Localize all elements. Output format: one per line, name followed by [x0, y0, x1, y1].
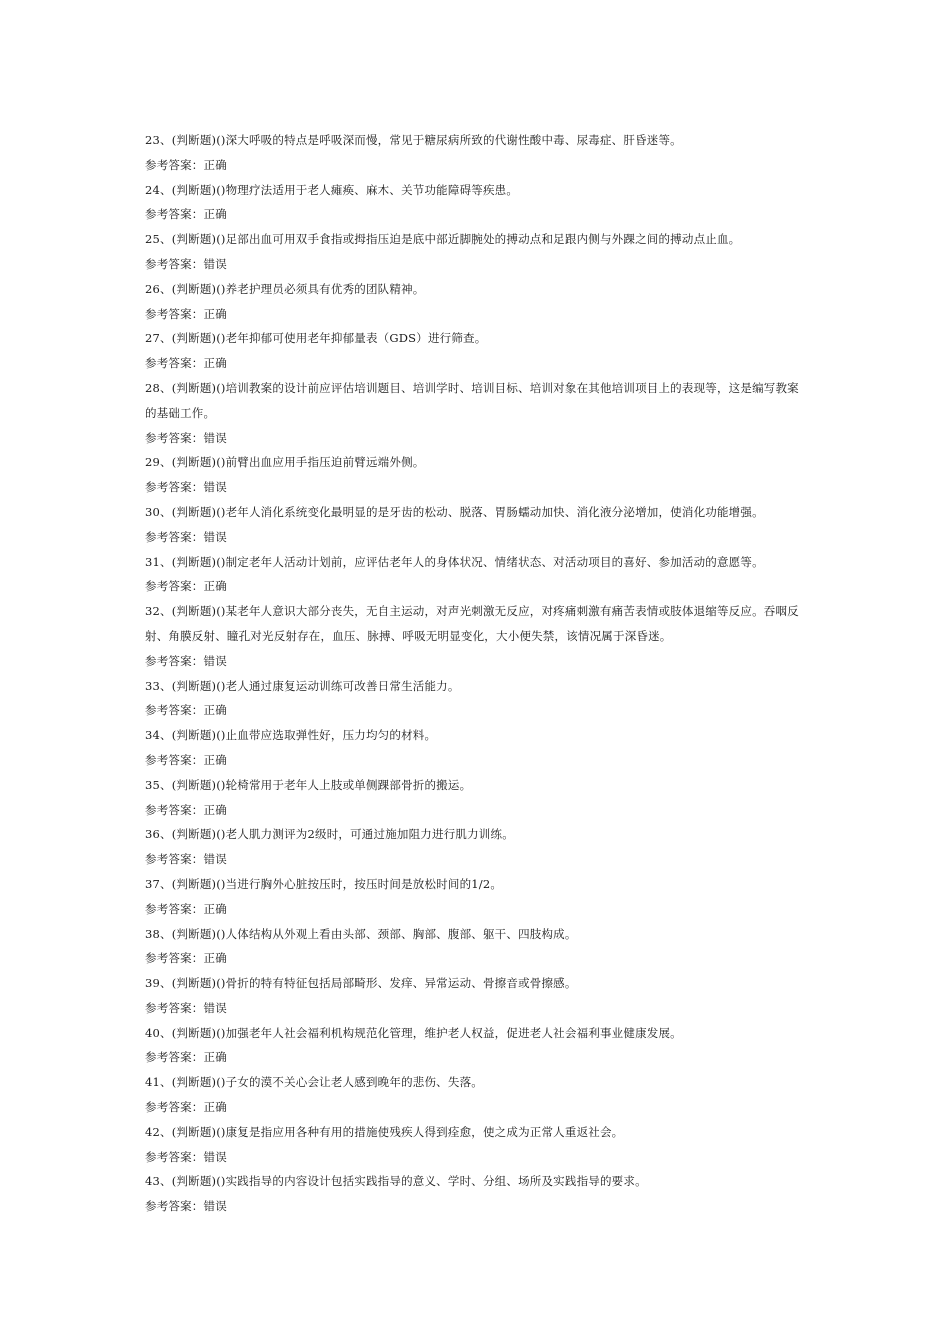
answer-value: 错误 — [203, 852, 227, 867]
answer-line — [145, 302, 810, 327]
answer-value: 正确 — [203, 306, 227, 321]
answer-line — [145, 1194, 810, 1219]
answer-value: 正确 — [203, 951, 227, 966]
answer-line — [145, 996, 810, 1021]
question-text: 38、(判断题)()人体结构从外观上看由头部、颈部、胸部、腹部、躯干、四肢构成。 — [145, 926, 577, 941]
answer-line — [145, 202, 810, 227]
answer-value: 正确 — [203, 752, 227, 767]
answer-line — [145, 897, 810, 922]
question-text: 28、(判断题)()培训教案的设计前应评估培训题目、培训学时、培训目标、培训对象在其他培训项目上的表现等，这是编写教案的基础工作。 — [145, 380, 799, 420]
answer-value: 正确 — [203, 1100, 227, 1115]
answer-label: 参考答案： — [145, 852, 204, 867]
question-text: 23、(判断题)()深大呼吸的特点是呼吸深而慢，常见于糖尿病所致的代谢性酸中毒、尿毒症、肝昏迷等。 — [145, 133, 682, 147]
question-text: 24、(判断题)()物理疗法适用于老人瘫痪、麻木、关节功能障碍等疾患。 — [145, 182, 519, 197]
answer-value: 正确 — [203, 207, 227, 222]
answer-label: 参考答案： — [145, 356, 204, 371]
answer-value: 错误 — [203, 1149, 227, 1164]
answer-value: 错误 — [203, 529, 227, 544]
answer-label: 参考答案： — [145, 256, 204, 271]
answer-value: 正确 — [203, 579, 227, 594]
question-text: 30、(判断题)()老年人消化系统变化最明显的是牙齿的松动、脱落、胃肠蠕动加快、消化液分泌增加，使消化功能增强。 — [145, 504, 764, 519]
question-text: 41、(判断题)()子女的漠不关心会让老人感到晚年的悲伤、失落。 — [145, 1075, 483, 1090]
answer-label: 参考答案： — [145, 306, 204, 321]
answer-value: 正确 — [203, 802, 227, 817]
answer-label: 参考答案： — [145, 802, 204, 817]
answer-line — [145, 574, 810, 599]
question-text: 35、(判断题)()轮椅常用于老年人上肢或单侧踝部骨折的搬运。 — [145, 777, 472, 792]
answer-line — [145, 748, 810, 773]
answer-line — [145, 946, 810, 971]
answer-label: 参考答案： — [145, 579, 204, 594]
question-text: 34、(判断题)()止血带应选取弹性好，压力均匀的材料。 — [145, 728, 437, 743]
question-text: 43、(判断题)()实践指导的内容设计包括实践指导的意义、学时、分组、场所及实践指导的要求。 — [145, 1174, 647, 1189]
answer-line — [145, 847, 810, 872]
answer-value: 错误 — [203, 1199, 227, 1214]
answer-value: 错误 — [203, 480, 227, 495]
question-text: 42、(判断题)()康复是指应用各种有用的措施使残疾人得到痊愈，使之成为正常人重返社会。 — [145, 1124, 624, 1139]
question-text: 25、(判断题)()足部出血可用双手食指或拇指压迫是底中部近脚腕处的搏动点和足跟内侧与外踝之间的搏动点止血。 — [145, 232, 741, 247]
answer-line — [145, 351, 810, 376]
answer-line — [145, 252, 810, 277]
question-text: 26、(判断题)()养老护理员必须具有优秀的团队精神。 — [145, 281, 425, 296]
answer-label: 参考答案： — [145, 752, 204, 767]
answer-label: 参考答案： — [145, 951, 204, 966]
answer-label: 参考答案： — [145, 529, 204, 544]
question-text: 36、(判断题)()老人肌力测评为2级时，可通过施加阻力进行肌力训练。 — [145, 827, 514, 842]
answer-label: 参考答案： — [145, 1000, 204, 1015]
question-text: 32、(判断题)()某老年人意识大部分丧失，无自主运动，对声光刺激无反应，对疼痛刺激有痛苦表情或肢体退缩等反应。吞咽反射、角膜反射、瞳孔对光反射存在，血压、脉搏、呼吸无明显变化，大小便失禁，该情况属于深昏迷。 — [145, 604, 799, 643]
answer-label: 参考答案： — [145, 157, 204, 172]
answer-value: 正确 — [203, 157, 227, 172]
answer-line — [145, 525, 810, 550]
question-text: 33、(判断题)()老人通过康复运动训练可改善日常生活能力。 — [145, 678, 460, 693]
answer-label: 参考答案： — [145, 1199, 204, 1214]
answer-value: 正确 — [203, 703, 227, 718]
answer-value: 错误 — [203, 653, 227, 668]
answer-line — [145, 649, 810, 674]
answer-line — [145, 798, 810, 823]
question-text: 27、(判断题)()老年抑郁可使用老年抑郁量表（GDS）进行筛查。 — [145, 331, 487, 346]
question-text: 39、(判断题)()骨折的特有特征包括局部畸形、发痒、异常运动、骨擦音或骨擦感。 — [145, 976, 577, 991]
answer-label: 参考答案： — [145, 430, 204, 445]
answer-label: 参考答案： — [145, 901, 204, 916]
answer-label: 参考答案： — [145, 1100, 204, 1115]
answer-value: 错误 — [203, 1000, 227, 1015]
answer-line — [145, 698, 810, 723]
answer-value: 正确 — [203, 1050, 227, 1065]
answer-value: 错误 — [203, 430, 227, 445]
answer-value: 正确 — [203, 356, 227, 371]
answer-label: 参考答案： — [145, 480, 204, 495]
question-text: 31、(判断题)()制定老年人活动计划前，应评估老年人的身体状况、情绪状态、对活动项目的喜好、参加活动的意愿等。 — [145, 554, 764, 569]
answer-line — [145, 426, 810, 451]
question-text: 37、(判断题)()当进行胸外心脏按压时，按压时间是放松时间的1/2。 — [145, 876, 503, 891]
answer-label: 参考答案： — [145, 653, 204, 668]
answer-line — [145, 475, 810, 500]
document-page — [145, 128, 810, 1219]
answer-line — [145, 1095, 810, 1120]
answer-line — [145, 1145, 810, 1170]
answer-line — [145, 153, 810, 178]
answer-label: 参考答案： — [145, 703, 204, 718]
answer-value: 正确 — [203, 901, 227, 916]
answer-label: 参考答案： — [145, 1149, 204, 1164]
question-text: 29、(判断题)()前臂出血应用手指压迫前臂远端外侧。 — [145, 455, 425, 470]
question-text: 40、(判断题)()加强老年人社会福利机构规范化管理，维护老人权益，促进老人社会福利事业健康发展。 — [145, 1025, 682, 1040]
answer-value: 错误 — [203, 256, 227, 271]
answer-label: 参考答案： — [145, 1050, 204, 1065]
answer-line — [145, 1045, 810, 1070]
answer-label: 参考答案： — [145, 207, 204, 222]
